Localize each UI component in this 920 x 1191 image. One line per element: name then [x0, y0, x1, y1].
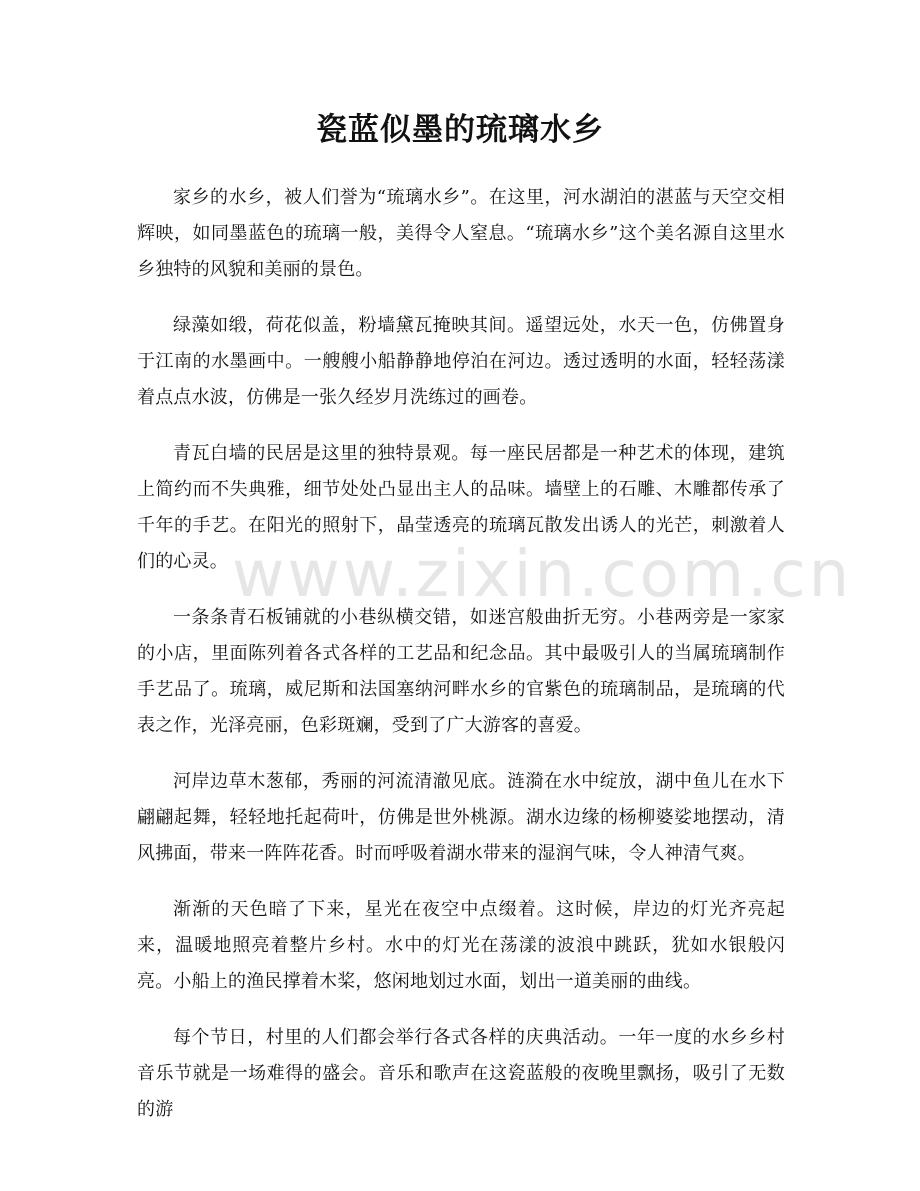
paragraph-6: 渐渐的天色暗了下来，星光在夜空中点缀着。这时候，岸边的灯光齐亮起来，温暖地照亮着整片乡村。水中的灯光在荡漾的波浪中跳跃，犹如水银般闪亮。小船上的渔民撑着木桨，悠闲地划过水面，划出一道美丽的曲线。: [137, 899, 785, 992]
document-body: [137, 180, 785, 1148]
watermark: www.zixin.com.cn: [232, 538, 853, 612]
paragraph-2: 绿藻如缎，荷花似盖，粉墙黛瓦掩映其间。遥望远处，水天一色，仿佛置身于江南的水墨画中。一艘艘小船静静地停泊在河边。透过透明的水面，轻轻荡漾着点点水波，仿佛是一张久经岁月洗练过的画卷。: [137, 315, 785, 408]
paragraph-7: 每个节日，村里的人们都会举行各式各样的庆典活动。一年一度的水乡乡村音乐节就是一场难得的盛会。音乐和歌声在这瓷蓝般的夜晚里飘扬，吸引了无数的游: [137, 1027, 785, 1120]
paragraph-5: 河岸边草木葱郁，秀丽的河流清澈见底。涟漪在水中绽放，湖中鱼儿在水下翩翩起舞，轻轻地托起荷叶，仿佛是世外桃源。湖水边缘的杨柳婆娑地摆动，清风拂面，带来一阵阵花香。时而呼吸着湖水带来的湿润气味，令人神清气爽。: [137, 771, 785, 864]
paragraph-4: 一条条青石板铺就的小巷纵横交错，如迷宫般曲折无穷。小巷两旁是一家家的小店，里面陈列着各式各样的工艺品和纪念品。其中最吸引人的当属琉璃制作手艺品了。琉璃，威尼斯和法国塞纳河畔水乡的官紫色的琉璃制品，是琉璃的代表之作，光泽亮丽，色彩斑斓，受到了广大游客的喜爱。: [137, 607, 785, 736]
document-title: 瓷蓝似墨的琉璃水乡: [316, 112, 604, 148]
paragraph-1: 家乡的水乡，被人们誉为“琉璃水乡”。在这里，河水湖泊的湛蓝与天空交相辉映，如同墨蓝色的琉璃一般，美得令人窒息。“琉璃水乡”这个美名源自这里水乡独特的风貌和美丽的景色。: [137, 187, 785, 280]
paragraph-3: 青瓦白墙的民居是这里的独特景观。每一座民居都是一种艺术的体现，建筑上简约而不失典雅，细节处处凸显出主人的品味。墙壁上的石雕、木雕都传承了千年的手艺。在阳光的照射下，晶莹透亮的琉璃瓦散发出诱人的光芒，刺激着人们的心灵。: [137, 443, 785, 572]
